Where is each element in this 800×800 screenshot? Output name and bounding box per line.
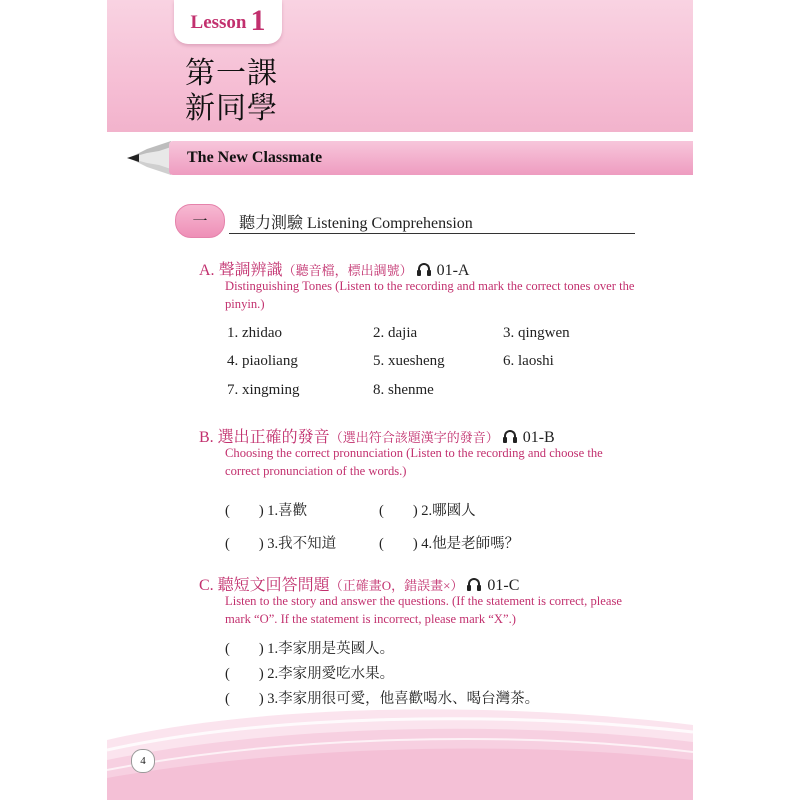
part-a-track: 01-A [436, 262, 470, 279]
part-b-question-3: ( ) 3.我不知道 [225, 536, 337, 552]
lesson-word: Lesson [190, 12, 247, 33]
section-badge: 一 [175, 204, 225, 238]
part-a-item: 8. shenme [373, 382, 434, 398]
footer-wave-decoration [107, 680, 693, 800]
part-c-note: （正確畫O，錯誤畫×） [329, 578, 464, 593]
part-c-title: 聽短文回答問題 [217, 577, 330, 594]
answer-blank[interactable]: ( ) [225, 666, 264, 682]
answer-blank[interactable]: ( ) [225, 641, 264, 657]
headphones-icon [467, 578, 483, 591]
part-a-title: 聲調辨識 [218, 262, 283, 279]
part-a-item: 1. zhidao [227, 325, 282, 341]
answer-blank[interactable]: ( ) [225, 536, 264, 552]
workbook-page [107, 0, 693, 800]
headphones-icon [503, 430, 519, 443]
part-b-title: 選出正確的發音 [217, 429, 330, 446]
answer-blank[interactable]: ( ) [379, 536, 418, 552]
part-b-question-1: ( ) 1.喜歡 [225, 503, 308, 519]
part-a-item: 2. dajia [373, 325, 418, 341]
lesson-title-cn-line1: 第一課 [185, 56, 278, 91]
part-a-item: 5. xuesheng [373, 353, 445, 369]
part-a-item: 6. laoshi [503, 353, 554, 369]
lesson-tab [174, 0, 282, 44]
part-a-letter: A. [199, 262, 215, 279]
answer-blank[interactable]: ( ) [225, 691, 264, 707]
lesson-number: 1 [250, 4, 266, 37]
part-c-question-1: ( ) 1.李家朋是英國人。 [225, 641, 395, 657]
part-a-instruction: Distinguishing Tones (Listen to the recording and mark the correct tones over the pinyin.) [225, 279, 635, 311]
part-c-instruction: Listen to the story and answer the questions. (If the statement is correct, please mark “O”. If the statement is incorrect, please mark “X”.) [225, 594, 622, 626]
headphones-icon [417, 263, 433, 276]
part-b-question-4: ( ) 4.他是老師嗎？ [379, 536, 520, 552]
lesson-title-en: The New Classmate [187, 149, 323, 166]
section-title: 聽力測驗 Listening Comprehension [239, 215, 473, 232]
part-b-note: （選出符合該題漢字的發音） [329, 430, 499, 445]
answer-blank[interactable]: ( ) [379, 503, 418, 519]
lesson-title-cn-line2: 新同學 [185, 91, 278, 126]
part-a-note: （聽音檔，標出調號） [282, 263, 413, 278]
page-number: 4 [131, 749, 155, 773]
part-b-question-2: ( ) 2.哪國人 [379, 503, 476, 519]
section-underline [229, 233, 635, 234]
pencil-banner [125, 141, 693, 175]
part-b-instruction: Choosing the correct pronunciation (Listen to the recording and choose the correct pronunciation of the words.) [225, 446, 603, 478]
part-c-question-3: ( ) 3.李家朋很可愛，他喜歡喝水、喝台灣茶。 [225, 691, 540, 707]
part-a-item: 7. xingming [227, 382, 300, 398]
part-b-track: 01-B [522, 429, 555, 446]
part-c-letter: C. [199, 577, 214, 594]
answer-blank[interactable]: ( ) [225, 503, 264, 519]
part-c-track: 01-C [487, 577, 520, 594]
part-b-letter: B. [199, 429, 214, 446]
section-heading [175, 204, 635, 238]
part-a-item: 3. qingwen [503, 325, 570, 341]
part-a-item: 4. piaoliang [227, 353, 298, 369]
part-c-question-2: ( ) 2.李家朋愛吃水果。 [225, 666, 395, 682]
